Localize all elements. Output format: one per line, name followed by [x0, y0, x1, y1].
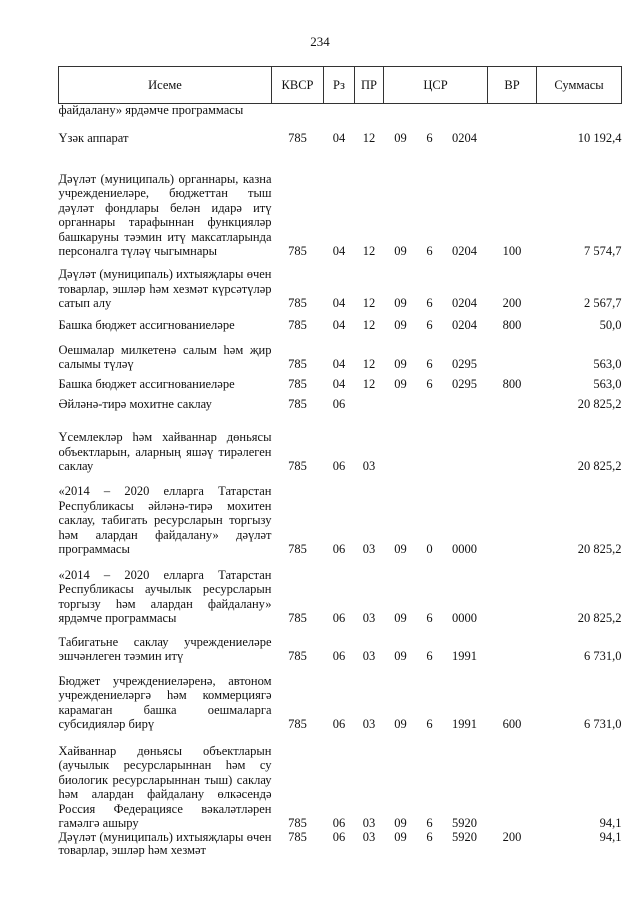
row-kvsr: 785	[288, 717, 307, 731]
row-pr: 03	[362, 459, 376, 473]
row-rz: 06	[332, 829, 346, 844]
header-vr: ВР	[488, 67, 537, 104]
row-name: Хайваннар дөньясы объектларын (аучылык ресурсларыннан һәм су биологик ресурсларыннан тыш) саклау һәм алардан файдалану өлкәсендә Россия Федерациясе вәкаләтләрен гамәлгә ашыру	[58, 743, 272, 830]
table-row	[59, 104, 622, 120]
row-name: «2014 – 2020 елларга Татарстан Республикасы аучылык ресурсларын торгызу һәм алардан файдалану» ярдәмче программасы	[58, 567, 272, 625]
row-rz: 06	[332, 542, 346, 556]
table-row	[59, 392, 622, 412]
row-sum: 20 825,2	[577, 542, 622, 556]
row-pr	[355, 392, 384, 412]
row-csr-program: 09	[394, 816, 407, 830]
table-row	[59, 474, 622, 557]
row-csr-subprogram: 6	[426, 649, 433, 663]
row-name: Башка бюджет ассигнованиеләре	[58, 377, 235, 391]
row-csr-subprogram: 6	[426, 296, 433, 310]
header-csr: ЦСР	[384, 67, 488, 104]
row-vr	[488, 732, 537, 831]
row-csr-item: 0000	[452, 611, 477, 625]
row-kvsr: 785	[288, 649, 307, 663]
row-csr-item: 0204	[452, 296, 477, 310]
table-row	[59, 259, 622, 311]
budget-table	[58, 66, 622, 867]
table-row	[59, 311, 622, 333]
table-row	[59, 120, 622, 146]
row-rz: 06	[332, 816, 346, 830]
row-name: Табигатьне саклау учреждениеләре эшчәнлеген тәэмин итү	[58, 634, 272, 663]
row-csr-program	[384, 104, 418, 120]
row-csr-program	[384, 392, 418, 412]
row-pr: 03	[362, 611, 376, 625]
row-vr	[488, 333, 537, 372]
row-csr-subprogram: 6	[426, 816, 433, 830]
row-vr	[488, 104, 537, 120]
table-row	[59, 412, 622, 474]
row-csr-item: 0295	[452, 357, 477, 371]
row-sum: 6 731,0	[584, 717, 622, 731]
row-vr	[488, 120, 537, 146]
row-csr-subprogram: 6	[426, 357, 433, 371]
row-csr-subprogram: 6	[426, 611, 433, 625]
row-vr	[488, 626, 537, 664]
row-csr-program: 09	[394, 318, 407, 332]
row-csr-item	[442, 412, 488, 474]
row-sum: 20 825,2	[577, 611, 622, 625]
row-csr-program: 09	[394, 649, 407, 663]
row-rz: 06	[332, 397, 346, 411]
row-pr	[355, 104, 384, 120]
row-csr-program: 09	[394, 244, 407, 258]
row-vr: 600	[502, 717, 522, 731]
row-csr-subprogram	[418, 104, 442, 120]
row-vr: 800	[502, 377, 522, 391]
row-kvsr: 785	[288, 397, 307, 411]
table-row	[59, 146, 622, 259]
table-row	[59, 732, 622, 831]
row-csr-program: 09	[394, 131, 407, 145]
row-pr: 12	[362, 318, 376, 332]
row-csr-item: 0204	[452, 244, 477, 258]
row-csr-program: 09	[394, 611, 407, 625]
row-vr: 200	[502, 829, 522, 844]
header-name: Исеме	[59, 67, 272, 104]
row-csr-item: 1991	[452, 649, 477, 663]
row-csr-item: 0204	[452, 318, 477, 332]
row-csr-program: 09	[394, 829, 407, 844]
row-csr-program: 09	[394, 296, 407, 310]
row-sum: 7 574,7	[584, 244, 622, 258]
row-vr	[488, 474, 537, 557]
row-csr-subprogram: 6	[426, 377, 433, 391]
header-pr: ПР	[355, 67, 384, 104]
table-row	[59, 626, 622, 664]
row-rz: 06	[332, 717, 346, 731]
row-name: Дәүләт (муниципаль) ихтыяҗлары өчен товарлар, эшләр һәм хезмәт	[58, 829, 272, 857]
row-pr: 12	[362, 131, 376, 145]
row-csr-item	[442, 104, 488, 120]
row-name: Дәүләт (муниципаль) органнары, казна учреждениеләре, бюджеттан тыш дәүләт фондлары белән идарә итү органнары тарафыннан функцияләр башкаруны тәэмин итү максатларында персоналга түләү чыгымнары	[58, 171, 272, 258]
row-csr-program: 09	[394, 542, 407, 556]
header-rz: Рз	[324, 67, 355, 104]
header-sum: Суммасы	[537, 67, 622, 104]
row-name: файдалану» ярдәмче программасы	[58, 103, 244, 117]
header-kvsr: КВСР	[272, 67, 324, 104]
row-csr-subprogram: 6	[426, 717, 433, 731]
row-csr-subprogram: 0	[426, 542, 433, 556]
row-sum: 20 825,2	[577, 459, 622, 473]
row-sum: 563,0	[593, 357, 622, 371]
row-rz: 04	[332, 357, 346, 371]
page-number: 234	[310, 34, 330, 49]
row-csr-subprogram: 6	[426, 829, 433, 844]
row-sum	[537, 104, 622, 120]
row-rz: 04	[332, 377, 346, 391]
row-csr-program: 09	[394, 717, 407, 731]
row-rz	[324, 104, 355, 120]
row-csr-subprogram: 6	[426, 244, 433, 258]
row-kvsr: 785	[288, 318, 307, 332]
row-sum: 2 567,7	[584, 296, 622, 310]
row-sum: 50,0	[599, 318, 622, 332]
row-pr: 03	[362, 542, 376, 556]
row-rz: 06	[332, 459, 346, 473]
row-vr	[488, 412, 537, 474]
row-rz: 04	[332, 244, 346, 258]
row-name: Оешмалар милкетенә салым һәм җир салымы түләү	[58, 342, 272, 371]
row-csr-item: 0000	[452, 542, 477, 556]
row-kvsr: 785	[288, 377, 307, 391]
row-kvsr: 785	[288, 829, 307, 844]
row-pr: 12	[362, 296, 376, 310]
row-sum: 6 731,0	[584, 649, 622, 663]
row-csr-program: 09	[394, 377, 407, 391]
table-row	[59, 372, 622, 392]
row-vr: 100	[502, 244, 522, 258]
table-row	[59, 333, 622, 372]
row-name: Дәүләт (муниципаль) ихтыяҗлары өчен товарлар, эшләр һәм хезмәт күрсәтүләр сатып алу	[58, 267, 272, 310]
row-name: Бюджет учреждениеләренә, автоном учреждениеләргә һәм коммерциягә карамаган башка оешмаларга субсидияләр бирү	[58, 673, 272, 731]
row-csr-subprogram	[418, 392, 442, 412]
row-vr	[488, 392, 537, 412]
row-csr-program	[384, 412, 418, 474]
row-vr: 200	[502, 296, 522, 310]
row-name: Башка бюджет ассигнованиеләре	[58, 318, 235, 332]
row-pr: 03	[362, 816, 376, 830]
row-kvsr: 785	[288, 816, 307, 830]
row-name: Үсемлекләр һәм хайваннар дөньясы объектларын, аларның яшәү тирәлеген саклау	[58, 430, 272, 473]
row-rz: 04	[332, 296, 346, 310]
row-kvsr: 785	[288, 131, 307, 145]
row-sum: 10 192,4	[577, 131, 622, 145]
row-kvsr	[272, 104, 324, 120]
row-sum: 94,1	[599, 816, 622, 830]
row-csr-item: 0204	[452, 131, 477, 145]
row-vr	[488, 557, 537, 626]
row-kvsr: 785	[288, 459, 307, 473]
row-csr-item: 1991	[452, 717, 477, 731]
row-name: Үзәк аппарат	[58, 131, 129, 145]
row-pr: 03	[362, 829, 376, 844]
row-sum: 20 825,2	[577, 397, 622, 411]
row-vr: 800	[502, 318, 522, 332]
row-name: Әйләнә-тирә мохитне саклау	[58, 397, 212, 411]
row-csr-item: 0295	[452, 377, 477, 391]
table-row	[59, 831, 622, 867]
row-sum: 563,0	[593, 377, 622, 391]
row-rz: 04	[332, 131, 346, 145]
row-csr-subprogram	[418, 412, 442, 474]
row-rz: 06	[332, 649, 346, 663]
row-kvsr: 785	[288, 244, 307, 258]
row-kvsr: 785	[288, 296, 307, 310]
row-csr-subprogram: 6	[426, 318, 433, 332]
row-csr-item: 5920	[452, 829, 477, 844]
row-pr: 03	[362, 717, 376, 731]
row-pr: 12	[362, 377, 376, 391]
row-csr-item: 5920	[452, 816, 477, 830]
row-kvsr: 785	[288, 357, 307, 371]
row-pr: 03	[362, 649, 376, 663]
row-kvsr: 785	[288, 542, 307, 556]
row-rz: 06	[332, 611, 346, 625]
row-pr: 12	[362, 244, 376, 258]
table-row	[59, 557, 622, 626]
row-sum: 94,1	[599, 829, 622, 844]
row-kvsr: 785	[288, 611, 307, 625]
row-csr-subprogram: 6	[426, 131, 433, 145]
table-header-row	[59, 67, 622, 104]
row-csr-item	[442, 392, 488, 412]
row-pr: 12	[362, 357, 376, 371]
row-rz: 04	[332, 318, 346, 332]
row-csr-program: 09	[394, 357, 407, 371]
row-name: «2014 – 2020 елларга Татарстан Республикасы әйләнә-тирә мохитен саклау, табигать ресурсларын торгызу һәм алардан файдалану» дәүләт программасы	[58, 484, 272, 556]
table-row	[59, 664, 622, 732]
